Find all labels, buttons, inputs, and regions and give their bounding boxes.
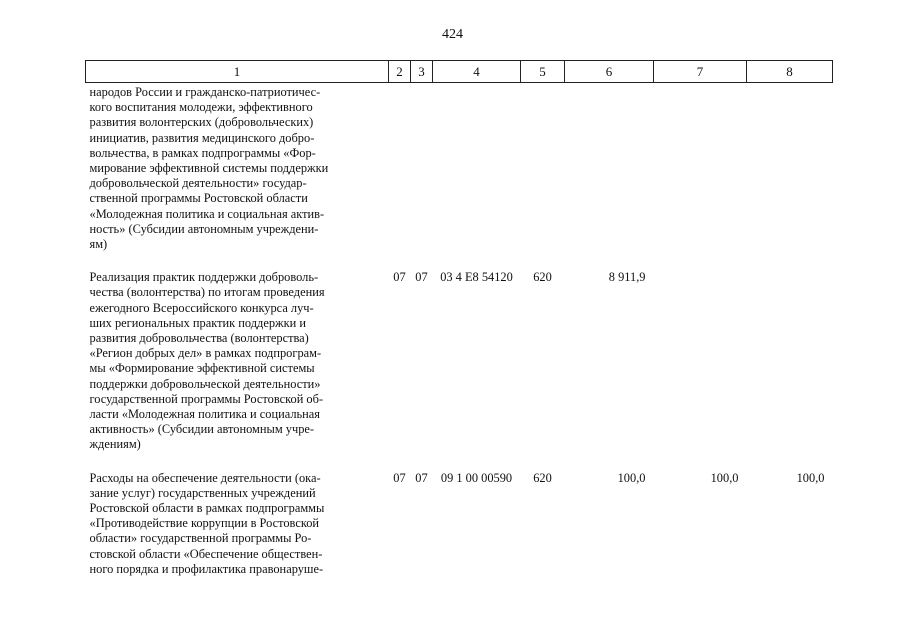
text-line: ность» (Субсидии автономным учреждени- xyxy=(89,221,319,236)
table-row xyxy=(86,83,833,259)
target-article-code xyxy=(433,83,521,259)
amount-col6 xyxy=(565,83,654,259)
table-header-row xyxy=(86,61,833,83)
column-header: 1 xyxy=(86,61,389,83)
text-line: ного порядка и профилактика правонаруше- xyxy=(89,561,324,576)
target-article-code: 09 1 00 00590 xyxy=(440,470,513,485)
amount-col8 xyxy=(747,258,833,458)
text-line: ших региональных практик поддержки и xyxy=(89,315,306,330)
amount-col8: 100,0 xyxy=(796,470,825,485)
text-line: зание услуг) государственных учреждений xyxy=(89,485,316,500)
description-cell xyxy=(86,459,389,583)
text-line: «Противодействие коррупции в Ростовской xyxy=(89,516,320,531)
expense-type-code xyxy=(521,83,565,259)
text-line: развития добровольчества (волонтерства) xyxy=(89,331,309,346)
table-row xyxy=(86,459,833,583)
budget-table xyxy=(85,60,833,583)
text-line: Ростовской области в рамках подпрограммы xyxy=(89,501,325,516)
amount-col7 xyxy=(654,83,747,259)
text-line: мирование эффективной системы поддержки xyxy=(89,161,329,176)
text-line: ждениям) xyxy=(89,437,141,452)
text-line: ственной программы Ростовской области xyxy=(89,191,308,206)
column-header: 8 xyxy=(747,61,833,83)
section-code: 07 xyxy=(393,270,406,285)
table-row xyxy=(86,258,833,458)
subsection-code xyxy=(411,83,433,259)
text-line: чества (волонтерства) по итогам проведения xyxy=(89,285,325,300)
amount-col7: 100,0 xyxy=(710,470,739,485)
amount-col8 xyxy=(747,83,833,259)
text-line: ласти «Молодежная политика и социальная xyxy=(89,407,320,422)
amount-col6: 8 911,9 xyxy=(608,270,646,285)
amount-col6: 100,0 xyxy=(617,470,646,485)
target-article-code: 03 4 E8 54120 xyxy=(440,270,513,285)
section-code xyxy=(389,83,411,259)
column-header: 7 xyxy=(654,61,747,83)
text-line: народов России и гражданско-патриотичес- xyxy=(89,85,321,99)
text-line: «Регион добрых дел» в рамках подпрограм- xyxy=(89,346,322,361)
text-line: Реализация практик поддержки доброволь- xyxy=(89,270,319,285)
column-header: 6 xyxy=(565,61,654,83)
text-line: активность» (Субсидии автономным учре- xyxy=(89,422,315,437)
subsection-code: 07 xyxy=(415,470,428,485)
description-cell xyxy=(86,83,389,259)
amount-col7 xyxy=(654,258,747,458)
section-code: 07 xyxy=(393,470,406,485)
text-line: поддержки добровольческой деятельности» xyxy=(89,376,321,391)
text-line: кого воспитания молодежи, эффективного xyxy=(89,100,313,115)
text-line: «Молодежная политика и социальная актив- xyxy=(89,206,325,221)
column-header: 2 xyxy=(389,61,411,83)
expense-type-code: 620 xyxy=(533,270,552,285)
text-line: инициатив, развития медицинского добро- xyxy=(89,130,315,145)
expense-type-code: 620 xyxy=(533,470,552,485)
column-header: 4 xyxy=(433,61,521,83)
page-number: 424 xyxy=(442,27,463,42)
text-line: Расходы на обеспечение деятельности (ока- xyxy=(89,470,321,485)
text-line: ям) xyxy=(89,237,108,252)
text-line: развития волонтерских (добровольческих) xyxy=(89,115,314,130)
text-line: государственной программы Ростовской об- xyxy=(89,391,324,406)
column-header: 5 xyxy=(521,61,565,83)
text-line: ежегодного Всероссийского конкурса луч- xyxy=(89,300,314,315)
subsection-code: 07 xyxy=(415,270,428,285)
text-line: мы «Формирование эффективной системы xyxy=(89,361,315,376)
text-line: стовской области «Обеспечение обществен- xyxy=(89,546,323,561)
text-line: добровольческой деятельности» государ- xyxy=(89,176,307,191)
column-header: 3 xyxy=(411,61,433,83)
text-line: области» государственной программы Ро- xyxy=(89,531,312,546)
text-line: вольчества, в рамках подпрограммы «Фор- xyxy=(89,145,316,160)
description-cell xyxy=(86,258,389,458)
